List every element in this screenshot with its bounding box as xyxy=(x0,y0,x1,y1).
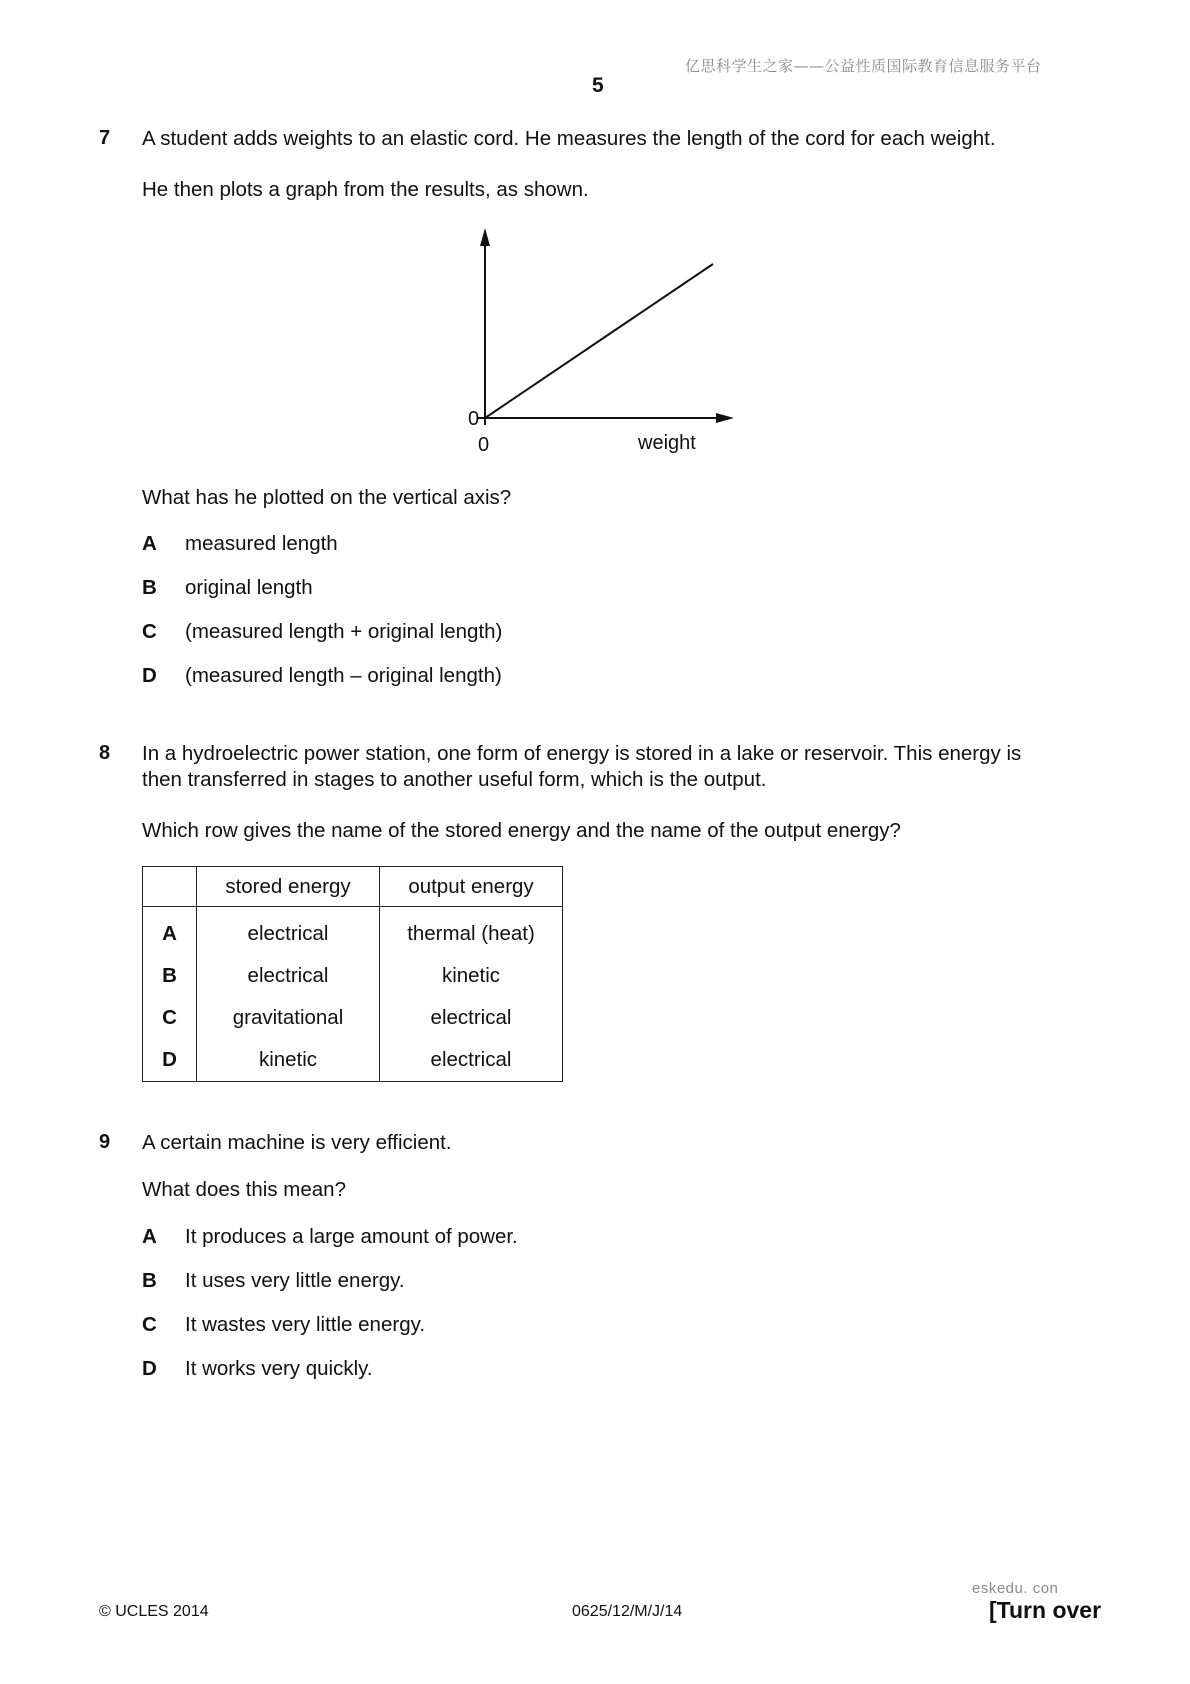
option-text: It works very quickly. xyxy=(185,1357,373,1380)
question-8-stem-line-1: In a hydroelectric power station, one form of energy is stored in a lake or reservoir. This energy is xyxy=(142,742,1022,765)
table-cell-output: electrical xyxy=(430,1005,512,1029)
option-text: It uses very little energy. xyxy=(185,1269,405,1292)
energy-table xyxy=(142,866,563,1082)
table-cell-stored: gravitational xyxy=(197,997,380,1039)
question-7-graph xyxy=(440,220,760,460)
table-header-stored: stored energy xyxy=(197,867,380,907)
page-number: 5 xyxy=(592,74,604,97)
table-cell-stored: electrical xyxy=(197,907,380,955)
question-8-question: Which row gives the name of the stored energy and the name of the output energy? xyxy=(142,819,901,842)
question-9-stem: A certain machine is very efficient. xyxy=(142,1131,452,1154)
table-row[interactable] xyxy=(143,907,563,955)
option-letter: D xyxy=(142,1357,157,1380)
table-row-letter: A xyxy=(143,907,197,955)
graph-y-origin-label: 0 xyxy=(468,408,480,430)
question-7-stem: A student adds weights to an elastic cord. He measures the length of the cord for each weight. xyxy=(142,127,996,150)
option-letter: C xyxy=(142,1313,157,1336)
graph-y-axis-arrowhead xyxy=(480,228,490,246)
graph-x-axis-arrowhead xyxy=(716,413,734,423)
site-watermark: eskedu. con xyxy=(972,1580,1059,1597)
table-cell-stored: electrical xyxy=(197,955,380,997)
option-text: measured length xyxy=(185,532,338,555)
table-row-letter: D xyxy=(143,1039,197,1082)
option-text: It produces a large amount of power. xyxy=(185,1225,518,1248)
question-9-question: What does this mean? xyxy=(142,1178,346,1201)
table-header-output: output energy xyxy=(408,874,534,898)
question-7-number: 7 xyxy=(99,127,111,149)
graph-data-line xyxy=(485,264,713,418)
table-row[interactable] xyxy=(143,955,563,997)
question-7-question: What has he plotted on the vertical axis? xyxy=(142,486,512,509)
table-cell-stored: kinetic xyxy=(197,1039,380,1082)
question-8-stem-line-2: then transferred in stages to another useful form, which is the output. xyxy=(142,768,767,791)
option-letter: C xyxy=(142,620,157,643)
table-header-row xyxy=(143,867,563,907)
table-cell-output: electrical xyxy=(430,1047,512,1071)
header-watermark: 亿思科学生之家——公益性质国际教育信息服务平台 xyxy=(685,57,1042,75)
option-letter: B xyxy=(142,1269,157,1292)
graph-x-axis-label: weight xyxy=(638,432,696,454)
table-cell-output: thermal (heat) xyxy=(407,921,535,945)
question-9-number: 9 xyxy=(99,1131,111,1153)
option-letter: A xyxy=(142,1225,157,1248)
table-row-letter: B xyxy=(143,955,197,997)
option-text: (measured length + original length) xyxy=(185,620,503,643)
turn-over-label: [Turn over xyxy=(989,1597,1102,1623)
table-row[interactable] xyxy=(143,997,563,1039)
option-text: original length xyxy=(185,576,313,599)
footer-paper-code: 0625/12/M/J/14 xyxy=(572,1603,683,1620)
option-letter: D xyxy=(142,664,157,687)
question-8-number: 8 xyxy=(99,742,111,764)
question-7-intro: He then plots a graph from the results, as shown. xyxy=(142,178,589,201)
graph-x-origin-label: 0 xyxy=(478,434,490,456)
table-header-blank xyxy=(143,867,197,907)
table-row-letter: C xyxy=(143,997,197,1039)
option-text: It wastes very little energy. xyxy=(185,1313,426,1336)
table-row[interactable] xyxy=(143,1039,563,1082)
footer-copyright: © UCLES 2014 xyxy=(99,1603,209,1620)
table-cell-output: kinetic xyxy=(441,963,501,987)
option-text: (measured length – original length) xyxy=(185,664,502,687)
option-letter: A xyxy=(142,532,157,555)
option-letter: B xyxy=(142,576,157,599)
